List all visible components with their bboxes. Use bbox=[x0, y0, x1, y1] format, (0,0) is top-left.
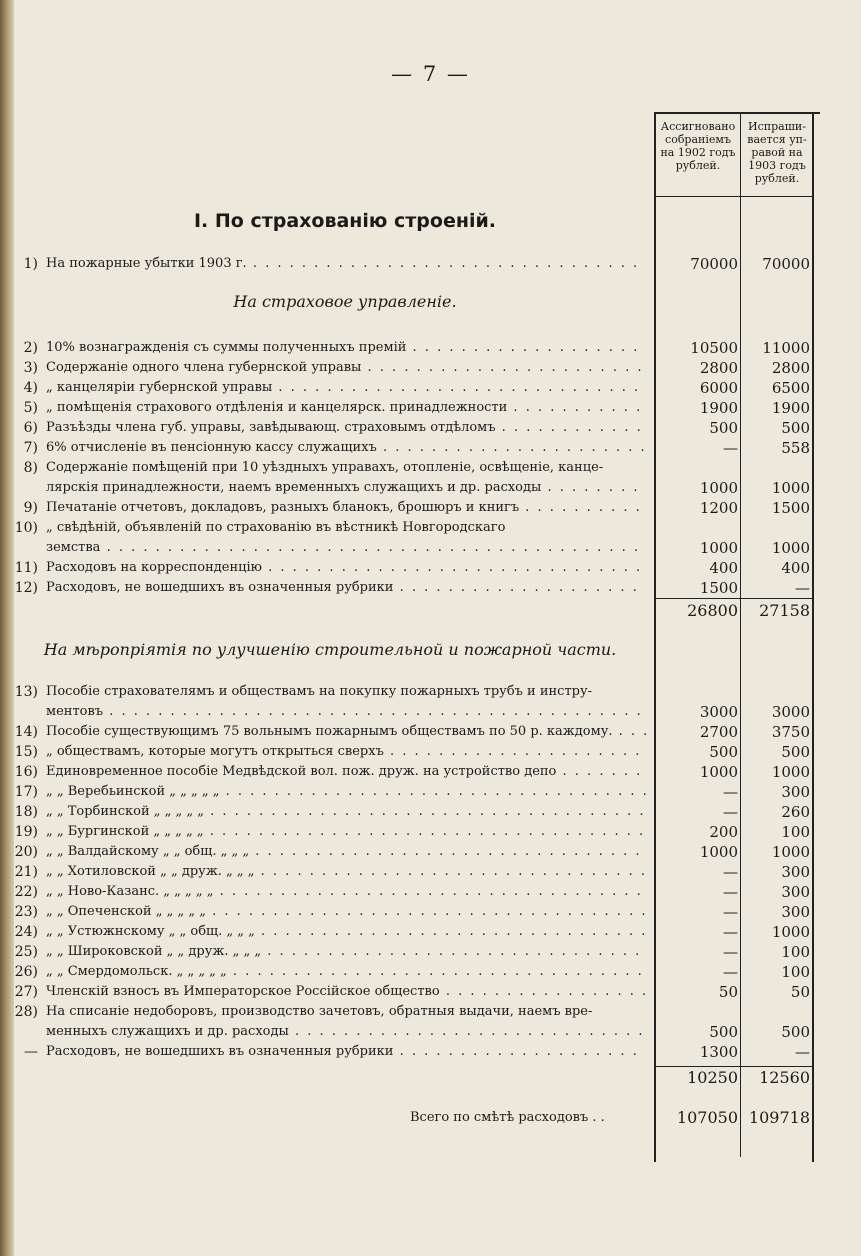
row-number: 7) bbox=[23, 440, 38, 456]
assigned-amount: — bbox=[723, 943, 738, 961]
row-number: 27) bbox=[14, 984, 38, 1000]
grand-total-label: Всего по смѣтѣ расходовъ . . bbox=[410, 1110, 605, 1125]
row-description: „ „ Бургинской „ „ „ „ „ . . . bbox=[46, 822, 646, 842]
assigned-amount: — bbox=[723, 863, 738, 881]
assigned-amount: 200 bbox=[709, 823, 738, 841]
row-description: „ „ Веребьинской „ „ „ „ „ . . . bbox=[46, 782, 646, 802]
row-number: 4) bbox=[23, 380, 38, 396]
table-row bbox=[0, 682, 820, 702]
row-description: Расходовъ на корреспонденцію . . . bbox=[46, 558, 646, 578]
table-row bbox=[0, 358, 820, 378]
assigned-amount: — bbox=[723, 963, 738, 981]
row-description: „ „ Торбинской „ „ „ „ „ . . . bbox=[46, 802, 646, 822]
row-description: Расходовъ, не вошедшихъ въ означенныя рубрики . . . bbox=[46, 578, 646, 598]
row-description: „ „ Ново-Казанс. „ „ „ „ „ . . . bbox=[46, 882, 646, 902]
row-description: „ канцеляріи губернской управы . . . bbox=[46, 378, 646, 398]
table-row bbox=[0, 1002, 820, 1022]
assigned-amount: 2700 bbox=[699, 723, 738, 741]
row-number: 1) bbox=[23, 256, 38, 272]
row-description: Пособіе страхователямъ и обществамъ на покупку пожарныхъ трубъ и инстру- bbox=[46, 684, 593, 699]
table-row bbox=[0, 1022, 820, 1042]
requested-amount: 100 bbox=[781, 943, 810, 961]
requested-amount: — bbox=[795, 1043, 810, 1061]
requested-amount: 2800 bbox=[771, 359, 810, 377]
row-description: Расходовъ, не вошедшихъ въ означенныя рубрики . . . bbox=[46, 1042, 646, 1062]
row-description: На списаніе недоборовъ, производство зачетовъ, обратныя выдачи, наемъ вре- bbox=[46, 1004, 593, 1019]
row-description: 6% отчисленіе въ пенсіонную кассу служащихъ . . . bbox=[46, 438, 646, 458]
requested-amount: 558 bbox=[781, 439, 810, 457]
row-description: земства . . . bbox=[46, 538, 646, 558]
row-description: „ помѣщенія страхового отдѣленія и канцелярск. принадлежности . . . bbox=[46, 398, 646, 418]
row-number: 16) bbox=[14, 764, 38, 780]
row-number: 2) bbox=[23, 340, 38, 356]
subtotal-b-assigned: 26800 bbox=[687, 601, 738, 620]
row-number: 22) bbox=[14, 884, 38, 900]
row-number: 24) bbox=[14, 924, 38, 940]
table-row bbox=[0, 438, 820, 458]
assigned-amount: 6000 bbox=[699, 379, 738, 397]
row-description: „ „ Хотиловской „ „ друж. „ „ „ . . . bbox=[46, 862, 646, 882]
table-row bbox=[0, 518, 820, 538]
row-number: — bbox=[24, 1044, 38, 1060]
subtotal-b-requested: 27158 bbox=[759, 601, 810, 620]
row-description: 10% вознагражденія съ суммы полученныхъ премій . . . bbox=[46, 338, 646, 358]
subtotal-c-assigned: 10250 bbox=[687, 1068, 738, 1087]
requested-amount: 50 bbox=[790, 983, 810, 1001]
requested-amount: — bbox=[795, 579, 810, 597]
assigned-amount: 1000 bbox=[699, 539, 738, 557]
row-number: 17) bbox=[14, 784, 38, 800]
row-description: Пособіе существующимъ 75 вольнымъ пожарнымъ обществамъ по 50 р. каждому. . . . bbox=[46, 722, 646, 742]
table-row bbox=[0, 882, 820, 902]
table-row bbox=[0, 862, 820, 882]
requested-amount: 300 bbox=[781, 863, 810, 881]
requested-amount: 500 bbox=[781, 743, 810, 761]
assigned-amount: — bbox=[723, 439, 738, 457]
row-number: 26) bbox=[14, 964, 38, 980]
row-number: 21) bbox=[14, 864, 38, 880]
requested-amount: 1000 bbox=[771, 843, 810, 861]
table-top-rule bbox=[654, 112, 820, 114]
assigned-amount: 3000 bbox=[699, 703, 738, 721]
table-row bbox=[0, 1042, 820, 1062]
row-number: 11) bbox=[14, 560, 38, 576]
requested-amount: 260 bbox=[781, 803, 810, 821]
subtotal-c-requested: 12560 bbox=[759, 1068, 810, 1087]
requested-amount: 70000 bbox=[762, 255, 810, 273]
grand-total-label-text: Всего по смѣтѣ расходовъ bbox=[410, 1110, 589, 1125]
table-row bbox=[0, 982, 820, 1002]
column-header-requested: Испраши- вается уп- равой на 1903 годъ рублей. bbox=[747, 120, 807, 185]
row-number: 15) bbox=[14, 744, 38, 760]
row-number: 20) bbox=[14, 844, 38, 860]
row-number: 19) bbox=[14, 824, 38, 840]
row-description: „ „ Устюжнскому „ „ общ. „ „ „ . . . bbox=[46, 922, 646, 942]
requested-amount: 1900 bbox=[771, 399, 810, 417]
requested-amount: 500 bbox=[781, 419, 810, 437]
requested-amount: 3750 bbox=[771, 723, 810, 741]
assigned-amount: 1200 bbox=[699, 499, 738, 517]
row-description: На пожарные убытки 1903 г. . . . bbox=[46, 254, 646, 274]
assigned-amount: 1000 bbox=[699, 479, 738, 497]
row-number: 25) bbox=[14, 944, 38, 960]
table-row bbox=[0, 498, 820, 518]
assigned-amount: 1300 bbox=[699, 1043, 738, 1061]
assigned-amount: 500 bbox=[709, 1023, 738, 1041]
book-spine bbox=[0, 0, 14, 1256]
table-row bbox=[0, 822, 820, 842]
table-row bbox=[0, 558, 820, 578]
table-row bbox=[0, 398, 820, 418]
requested-amount: 100 bbox=[781, 963, 810, 981]
row-number: 8) bbox=[23, 460, 38, 476]
table-row bbox=[0, 702, 820, 722]
row-description: Единовременное пособіе Медвѣдской вол. пож. друж. на устройство депо . . . bbox=[46, 762, 646, 782]
row-number: 23) bbox=[14, 904, 38, 920]
requested-amount: 300 bbox=[781, 883, 810, 901]
row-description: Разъѣзды члена губ. управы, завѣдывающ. страховымъ отдѣломъ . . . bbox=[46, 418, 646, 438]
row-description: „ „ Валдайскому „ „ общ. „ „ „ . . . bbox=[46, 842, 646, 862]
assigned-amount: — bbox=[723, 883, 738, 901]
row-description: „ обществамъ, которые могутъ открыться сверхъ . . . bbox=[46, 742, 646, 762]
assigned-amount: 1500 bbox=[699, 579, 738, 597]
assigned-amount: 500 bbox=[709, 743, 738, 761]
requested-amount: 1000 bbox=[771, 539, 810, 557]
table-row bbox=[0, 722, 820, 742]
table-row bbox=[0, 942, 820, 962]
requested-amount: 6500 bbox=[771, 379, 810, 397]
assigned-amount: — bbox=[723, 783, 738, 801]
grand-total-assigned: 107050 bbox=[676, 1108, 738, 1127]
row-number: 6) bbox=[23, 420, 38, 436]
requested-amount: 500 bbox=[781, 1023, 810, 1041]
row-number: 18) bbox=[14, 804, 38, 820]
assigned-amount: 1000 bbox=[699, 843, 738, 861]
row-number: 3) bbox=[23, 360, 38, 376]
row-description: Членскій взносъ въ Императорское Россійское общество . . . bbox=[46, 982, 646, 1002]
row-number: 13) bbox=[14, 684, 38, 700]
column-header-assigned: Ассигновано собраніемъ на 1902 годъ рублей. bbox=[660, 120, 736, 172]
assigned-amount: 1000 bbox=[699, 763, 738, 781]
requested-amount: 300 bbox=[781, 903, 810, 921]
table-row bbox=[0, 802, 820, 822]
requested-amount: 3000 bbox=[771, 703, 810, 721]
subtitle-insurance-management: На страховое управленіе. bbox=[233, 292, 457, 311]
table-row bbox=[0, 842, 820, 862]
row-description: Содержаніе одного члена губернской управы . . . bbox=[46, 358, 646, 378]
table-row bbox=[0, 458, 820, 478]
grand-total-requested: 109718 bbox=[748, 1108, 810, 1127]
row-number: 28) bbox=[14, 1004, 38, 1020]
requested-amount: 300 bbox=[781, 783, 810, 801]
table-row bbox=[0, 742, 820, 762]
section-title: I. По страхованію строеній. bbox=[193, 210, 497, 232]
assigned-amount: 50 bbox=[718, 983, 738, 1001]
table-row bbox=[0, 538, 820, 558]
table-row bbox=[0, 478, 820, 498]
table-header-rule bbox=[654, 196, 814, 197]
row-description: Содержаніе помѣщеній при 10 уѣздныхъ управахъ, отопленіе, освѣщеніе, канце- bbox=[46, 460, 604, 475]
page-number: — 7 — bbox=[391, 62, 470, 86]
assigned-amount: 2800 bbox=[699, 359, 738, 377]
requested-amount: 1000 bbox=[771, 479, 810, 497]
table-row bbox=[0, 578, 820, 598]
row-description: лярскія принадлежности, наемъ временныхъ служащихъ и др. расходы . . . bbox=[46, 478, 646, 498]
subtotal-rule-c bbox=[654, 1066, 814, 1067]
row-number: 5) bbox=[23, 400, 38, 416]
subtitle-fire-measures: На мѣропріятія по улучшенію строительной и пожарной части. bbox=[43, 640, 617, 659]
row-number: 14) bbox=[14, 724, 38, 740]
requested-amount: 100 bbox=[781, 823, 810, 841]
row-number: 12) bbox=[14, 580, 38, 596]
assigned-amount: 70000 bbox=[690, 255, 738, 273]
requested-amount: 1000 bbox=[771, 923, 810, 941]
row-description: менныхъ служащихъ и др. расходы . . . bbox=[46, 1022, 646, 1042]
assigned-amount: 10500 bbox=[690, 339, 738, 357]
requested-amount: 1500 bbox=[771, 499, 810, 517]
row-description: „ „ Смердомольск. „ „ „ „ „ . . . bbox=[46, 962, 646, 982]
table-row bbox=[0, 378, 820, 398]
table-row bbox=[0, 762, 820, 782]
assigned-amount: — bbox=[723, 803, 738, 821]
requested-amount: 400 bbox=[781, 559, 810, 577]
assigned-amount: — bbox=[723, 903, 738, 921]
row-number: 9) bbox=[23, 500, 38, 516]
row-description: Печатаніе отчетовъ, докладовъ, разныхъ бланокъ, брошюръ и книгъ . . . bbox=[46, 498, 646, 518]
assigned-amount: 1900 bbox=[699, 399, 738, 417]
table-row bbox=[0, 962, 820, 982]
row-description: „ „ Опеченской „ „ „ „ „ . . . bbox=[46, 902, 646, 922]
table-row bbox=[0, 902, 820, 922]
requested-amount: 11000 bbox=[762, 339, 810, 357]
table-row bbox=[0, 338, 820, 358]
assigned-amount: 500 bbox=[709, 419, 738, 437]
row-number: 10) bbox=[14, 520, 38, 536]
row-description: „ свѣдѣній, объявленій по страхованію въ вѣстникѣ Новгородскаго bbox=[46, 520, 506, 535]
table-row bbox=[0, 922, 820, 942]
table-row bbox=[0, 782, 820, 802]
subtotal-rule-b bbox=[654, 598, 814, 599]
table-row bbox=[0, 418, 820, 438]
row-description: „ „ Широковской „ „ друж. „ „ „ . . . bbox=[46, 942, 646, 962]
assigned-amount: — bbox=[723, 923, 738, 941]
table-row bbox=[0, 254, 820, 274]
row-description: ментовъ . . . bbox=[46, 702, 646, 722]
requested-amount: 1000 bbox=[771, 763, 810, 781]
assigned-amount: 400 bbox=[709, 559, 738, 577]
